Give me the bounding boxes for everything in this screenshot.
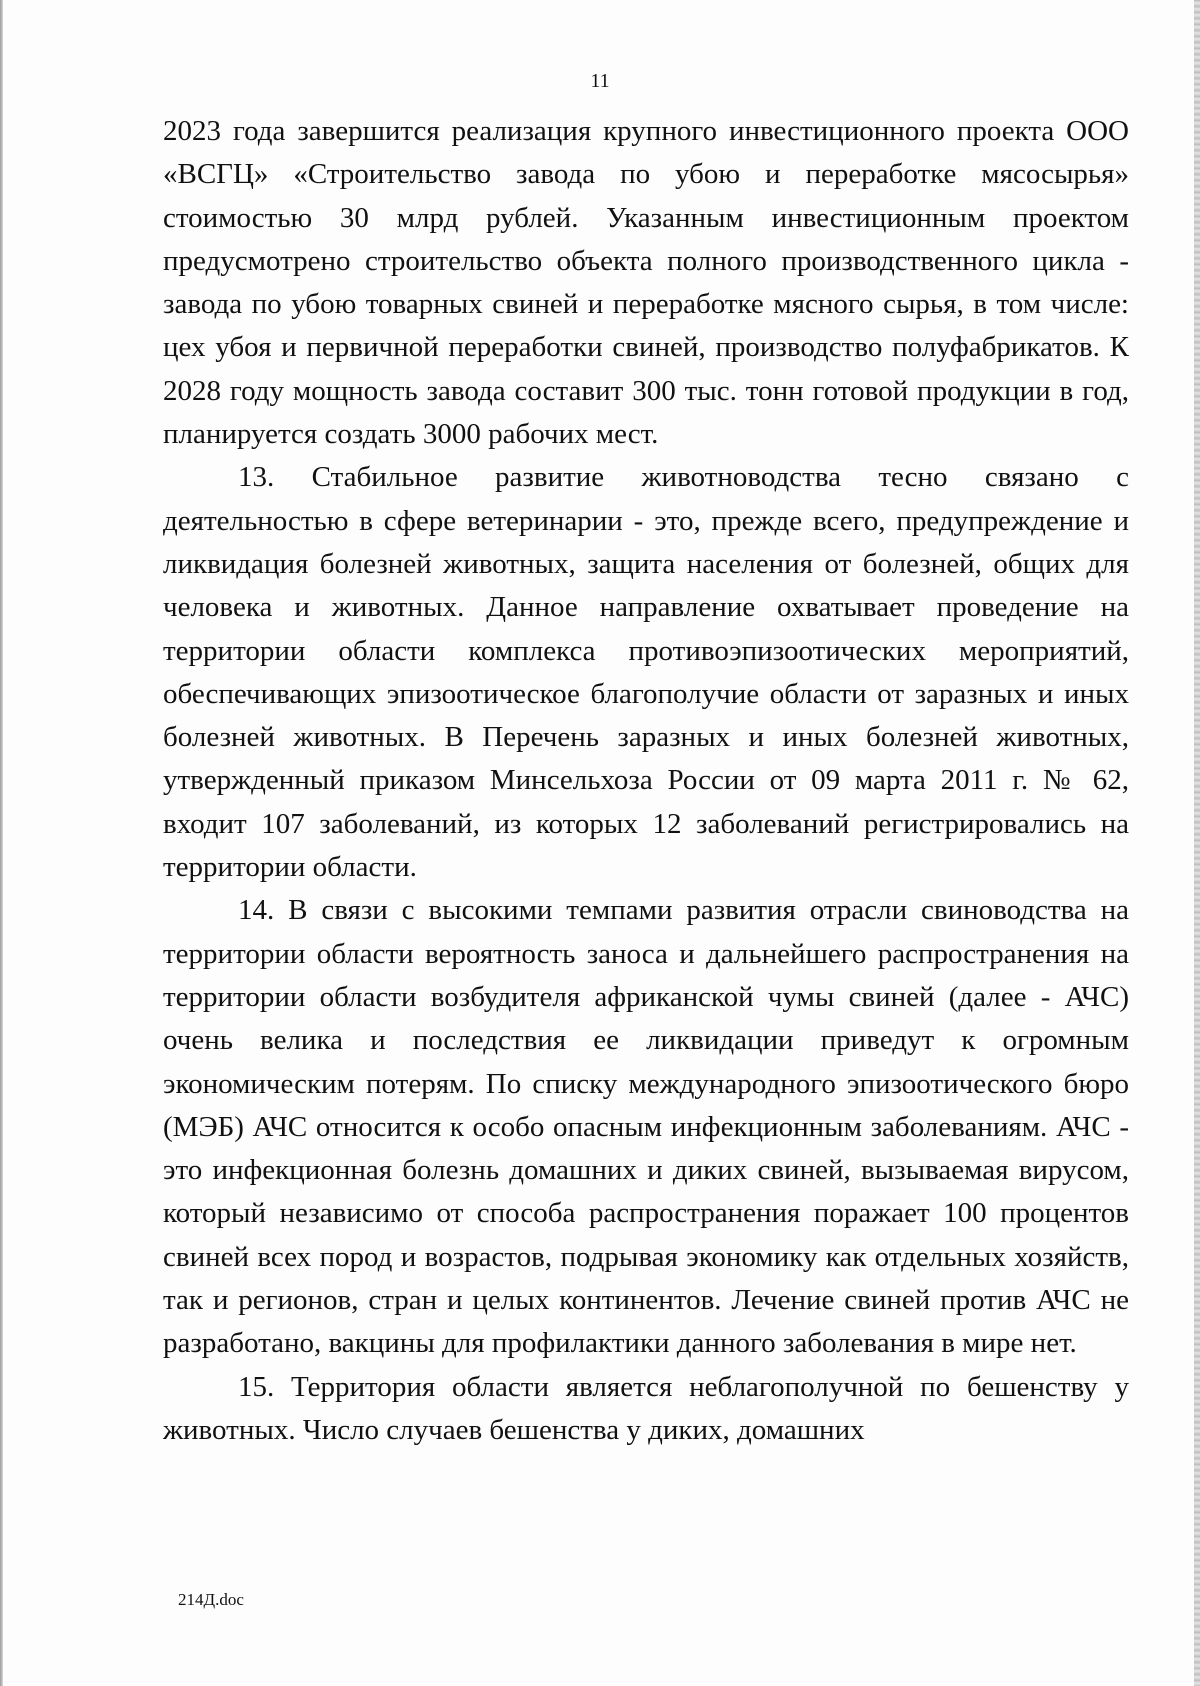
scan-edge-right bbox=[1194, 0, 1200, 1686]
paragraph-continuation: 2023 года завершится реализация крупного инвестиционного проекта ООО «ВСГЦ» «Строительство завода по убою и переработке мясосырья» стоимостью 30 млрд рублей. Указанным инвестиционным проектом предусмотрено строительство объекта полного производственного цикла - завода по убою товарных свиней и переработке мясного сырья, в том числе: цех убоя и первичной переработки свиней, производство полуфабрикатов. К 2028 году мощность завода составит 300 тыс. тонн готовой продукции в год, планируется создать 3000 рабочих мест. bbox=[163, 115, 1129, 451]
page-number: 11 bbox=[590, 70, 610, 92]
paragraph-15: 15. Территория области является неблагополучной по бешенству у животных. Число случаев бешенства у диких, домашних bbox=[163, 1370, 1129, 1446]
footer-filename: 214Д.doc bbox=[178, 1590, 244, 1609]
document-body bbox=[163, 110, 1129, 1452]
paragraph-14: 14. В связи с высокими темпами развития отрасли свиноводства на территории области вероятность заноса и дальнейшего распространения на территории области возбудителя африканской чумы свиней (далее - АЧС) очень велика и последствия ее ликвидации приведут к огромным экономическим потерям. По списку международного эпизоотического бюро (МЭБ) АЧС относится к особо опасным инфекционным заболеваниям. АЧС - это инфекционная болезнь домашних и диких свиней, вызываемая вирусом, который независимо от способа распространения поражает 100 процентов свиней всех пород и возрастов, подрывая экономику как отдельных хозяйств, так и регионов, стран и целых континентов. Лечение свиней против АЧС не разработано, вакцины для профилактики данного заболевания в мире нет. bbox=[163, 894, 1129, 1360]
paragraph-13: 13. Стабильное развитие животноводства тесно связано с деятельностью в сфере ветеринарии - это, прежде всего, предупреждение и ликвидация болезней животных, защита населения от болезней, общих для человека и животных. Данное направление охватывает проведение на территории области комплекса противоэпизоотических мероприятий, обеспечивающих эпизоотическое благополучие области от заразных и иных болезней животных. В Перечень заразных и иных болезней животных, утвержденный приказом Минсельхоза России от 09 марта 2011 г. № 62, входит 107 заболеваний, из которых 12 заболеваний регистрировались на территории области. bbox=[163, 461, 1129, 884]
scan-edge-left bbox=[0, 0, 3, 1686]
